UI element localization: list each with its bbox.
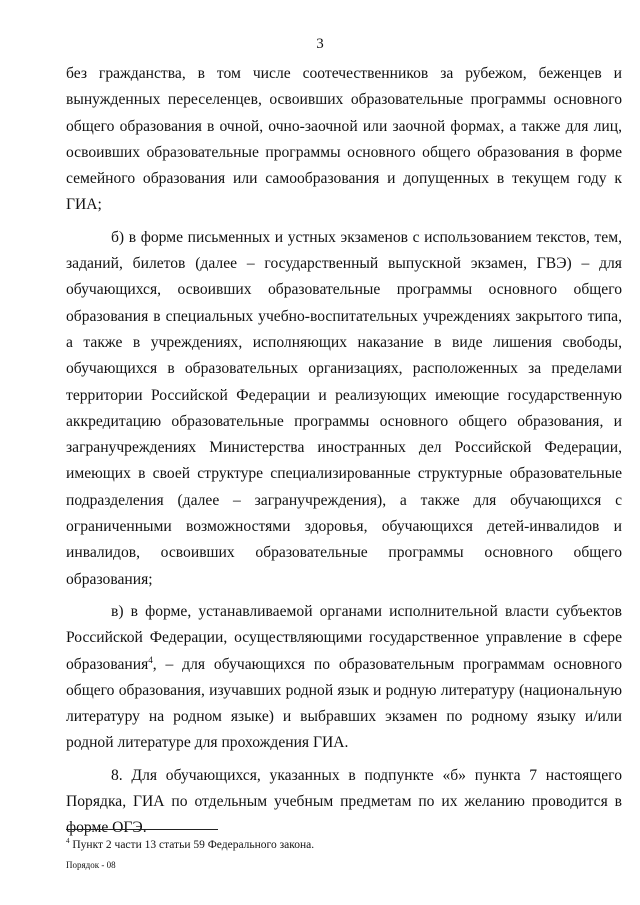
footnote-text: Пункт 2 части 13 статьи 59 Федерального закона. — [69, 839, 315, 851]
page-number: 3 — [316, 36, 324, 52]
paragraph-point-8: 8. Для обучающихся, указанных в подпункте «б» пункта 7 настоящего Порядка, ГИА по отдельным учебным предметам по их желанию проводится в форме ОГЭ. — [66, 766, 622, 837]
document-body — [66, 61, 622, 842]
document-code: Порядок - 08 — [66, 860, 116, 870]
paragraph-item-b: б) в форме письменных и устных экзаменов с использованием текстов, тем, заданий, билетов (далее – государственный выпускной экзамен, ГВЭ) – для обучающихся, освоивших образовательные программы основного общего образования в специальных учебно-воспитательных учреждениях закрытого типа, а также в учреждениях, исполняющих наказание в виде лишения свободы, обучающихся в образовательных организациях, расположенных за пределами территории Российской Федерации и реализующих имеющие государственную аккредитацию образовательные программы основного общего образования, и загранучреждениях Министерства иностранных дел Российской Федерации, имеющих в своей структуре специализированные структурные образовательные подразделения (далее – загранучреждения), а также для обучающихся с ограниченными возможностями здоровья, обучающихся детей-инвалидов и инвалидов, освоивших образовательные программы основного общего образования; — [66, 228, 622, 588]
footnote-reference: 4 — [148, 654, 153, 665]
footnote-mark: 4 — [66, 837, 70, 846]
paragraph-item-v-text-start: в) в форме, устанавливаемой органами исполнительной власти субъектов Российской Федерации, осуществляющими государственное управление в сфере образования — [66, 602, 622, 673]
paragraph-item-v-text-end: , – для обучающихся по образовательным программам основного общего образования, изучавших родной язык и родную литературу (национальную литературу на родном языке) и выбравших экзамен по родному языку и/или родной литературе для прохождения ГИА. — [66, 655, 622, 752]
paragraph-item-v — [66, 599, 622, 757]
footnote — [66, 838, 314, 852]
footnote-separator — [66, 829, 218, 830]
paragraph-continuation: без гражданства, в том числе соотечественников за рубежом, беженцев и вынужденных переселенцев, освоивших образовательные программы основного общего образования в очной, очно-заочной или заочной формах, а также для лиц, освоивших образовательные программы основного общего образования в форме семейного образования или самообразования и допущенных в текущем году к ГИА; — [66, 65, 622, 214]
